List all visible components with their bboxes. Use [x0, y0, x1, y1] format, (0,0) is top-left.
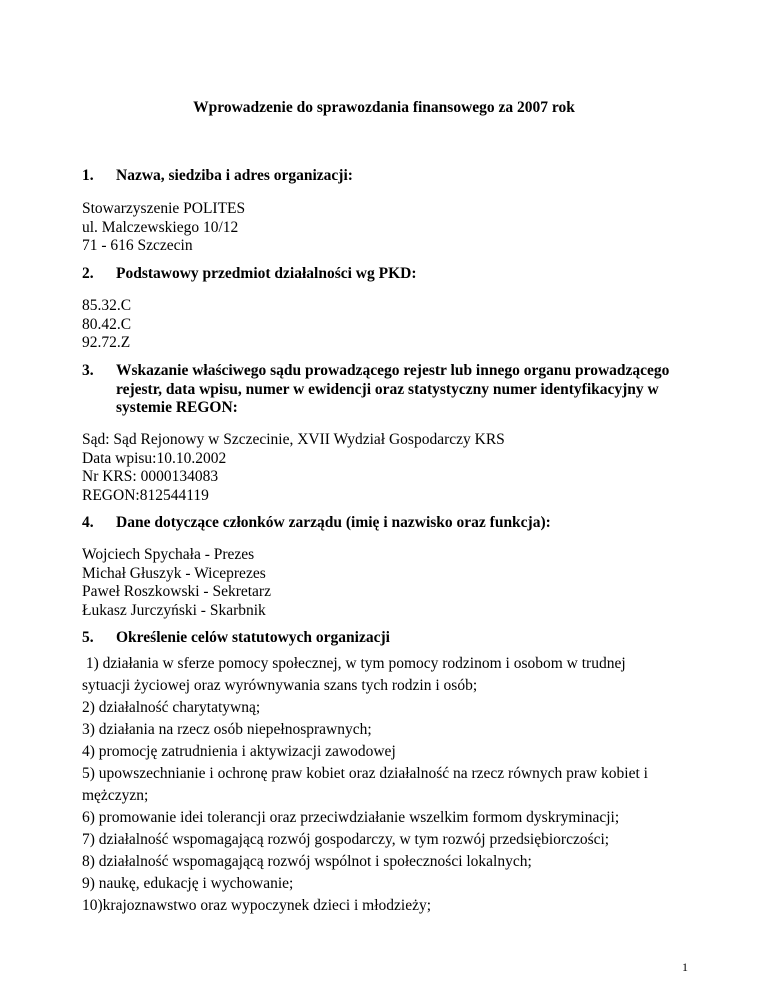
section-title: Określenie celów statutowych organizacji [116, 629, 390, 646]
document-title: Wprowadzenie do sprawozdania finansowego za 2007 rok [193, 99, 575, 116]
statutory-goals-list [82, 653, 702, 917]
body-line: Paweł Roszkowski - Sekretarz [82, 583, 271, 600]
goal-line: 6) promowanie idei tolerancji oraz przeciwdziałanie wszelkim formom dyskryminacji; [82, 809, 620, 826]
goal-line: 1) działania w sferze pomocy społecznej, w tym pomocy rodzinom i osobom w trudnej [82, 655, 626, 672]
section-number: 3. [82, 362, 94, 379]
section-number: 4. [82, 514, 94, 531]
section-1-heading [82, 167, 682, 186]
body-line: 71 - 616 Szczecin [82, 237, 193, 254]
section-4-body [82, 546, 712, 620]
section-1-body [82, 200, 712, 256]
body-line: Łukasz Jurczyński - Skarbnik [82, 601, 266, 619]
body-line: 85.32.C [82, 297, 132, 314]
goal-line: 3) działania na rzecz osób niepełnosprawnych; [82, 721, 372, 738]
body-line: 92.72.Z [82, 334, 131, 351]
goal-line: 4) promocję zatrudnienia i aktywizacji zawodowej [82, 743, 396, 760]
section-number: 1. [82, 167, 94, 184]
body-line: Stowarzyszenie POLITES [82, 200, 246, 217]
section-title-line: systemie REGON: [116, 399, 238, 416]
section-4-heading [82, 514, 682, 533]
section-3-heading [82, 362, 682, 418]
section-number: 5. [82, 629, 94, 646]
section-title: Podstawowy przedmiot działalności wg PKD: [116, 265, 417, 282]
body-line: 80.42.C [82, 315, 132, 333]
section-title-line: Wskazanie właściwego sądu prowadzącego rejestr lub innego organu prowadzącego [116, 362, 670, 379]
goal-line: 2) działalność charytatywną; [82, 699, 261, 716]
page-number: 1 [682, 960, 688, 974]
section-2-body [82, 297, 712, 353]
body-line: Michał Głuszyk - Wiceprezes [82, 564, 266, 582]
section-5-heading [82, 629, 682, 648]
goal-line: sytuacji życiowej oraz wyrównywania szans tych rodzin i osób; [82, 677, 478, 694]
goal-line: 7) działalność wspomagającą rozwój gospodarczy, w tym rozwój przedsiębiorczości; [82, 831, 610, 848]
goal-line: 9) naukę, edukację i wychowanie; [82, 875, 294, 892]
section-title-line: rejestr, data wpisu, numer w ewidencji oraz statystyczny numer identyfikacyjny w [116, 380, 659, 398]
body-line: Nr KRS: 0000134083 [82, 468, 219, 485]
body-line: Data wpisu:10.10.2002 [82, 449, 227, 467]
goal-line: 8) działalność wspomagającą rozwój wspólnot i społeczności lokalnych; [82, 853, 532, 870]
goal-line: 10)krajoznawstwo oraz wypoczynek dzieci i młodzieży; [82, 897, 432, 914]
body-line: Sąd: Sąd Rejonowy w Szczecinie, XVII Wydział Gospodarczy KRS [82, 431, 505, 448]
goal-line: 5) upowszechnianie i ochronę praw kobiet oraz działalność na rzecz równych praw kobiet i [82, 765, 648, 782]
body-line: ul. Malczewskiego 10/12 [82, 218, 239, 236]
section-title: Nazwa, siedziba i adres organizacji: [116, 167, 353, 184]
section-2-heading [82, 265, 682, 284]
section-number: 2. [82, 265, 94, 282]
section-3-body [82, 431, 712, 505]
body-line: REGON:812544119 [82, 486, 209, 504]
goal-line: mężczyzn; [82, 787, 149, 804]
section-title: Dane dotyczące członków zarządu (imię i nazwisko oraz funkcja): [116, 514, 551, 531]
body-line: Wojciech Spychała - Prezes [82, 546, 255, 563]
